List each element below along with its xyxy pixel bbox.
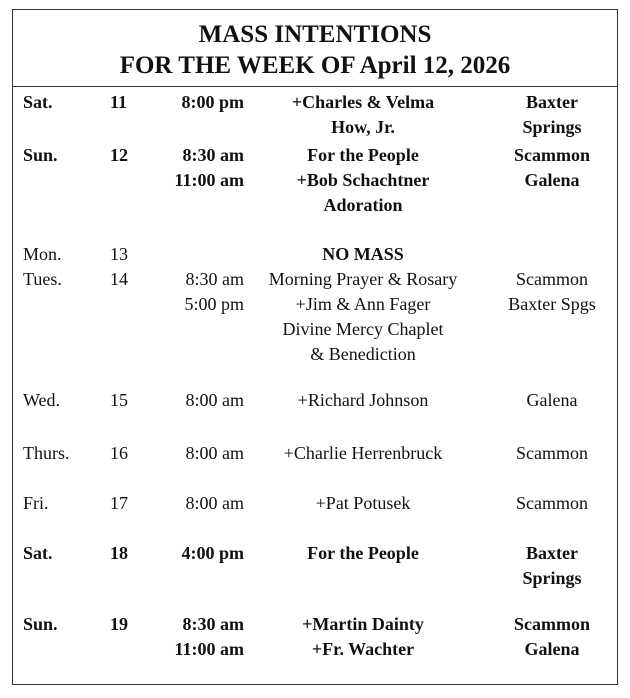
row-intentions <box>248 143 478 218</box>
row-locations <box>492 90 612 140</box>
row-intention: How, Jr. <box>331 117 395 137</box>
row-locations <box>492 388 612 413</box>
row-times <box>154 441 244 466</box>
row-locations <box>492 612 612 662</box>
row-date: 11 <box>110 92 128 112</box>
row-location: Galena <box>526 390 578 410</box>
row-day: Fri. <box>23 493 49 513</box>
row-time: 5:00 pm <box>184 294 244 314</box>
row-intention: & Benediction <box>310 344 416 364</box>
row-date: 13 <box>110 244 128 264</box>
row-intention: +Jim & Ann Fager <box>295 294 431 314</box>
row-time: 4:00 pm <box>181 543 244 563</box>
row-date: 12 <box>110 145 128 165</box>
row-intentions <box>248 491 478 516</box>
row-intentions <box>248 441 478 466</box>
row-time: 8:00 am <box>185 493 244 513</box>
row-day: Mon. <box>23 244 62 264</box>
row-times <box>154 388 244 413</box>
row-time: 8:30 am <box>182 145 244 165</box>
row-intention: +Charles & Velma <box>291 92 435 112</box>
row-locations <box>492 491 612 516</box>
row-locations <box>492 541 612 591</box>
row-intention: +Charlie Herrenbruck <box>283 443 443 463</box>
row-intentions <box>248 90 478 140</box>
row-intentions <box>248 242 478 267</box>
row-intention: +Martin Dainty <box>302 614 424 634</box>
row-locations <box>492 267 612 317</box>
row-date: 14 <box>110 269 128 289</box>
row-day: Sun. <box>23 614 58 634</box>
row-location: Galena <box>524 170 580 190</box>
row-location: Scammon <box>514 614 590 634</box>
row-date: 15 <box>110 390 128 410</box>
row-intentions <box>248 267 478 367</box>
row-intentions <box>248 388 478 413</box>
row-intention: +Fr. Wachter <box>311 639 415 659</box>
row-time: 8:00 pm <box>181 92 244 112</box>
row-location: Scammon <box>514 145 590 165</box>
row-times <box>154 143 244 193</box>
row-location: Scammon <box>516 443 588 463</box>
row-time: 11:00 am <box>174 170 244 190</box>
schedule-title <box>12 9 618 87</box>
row-day: Sat. <box>23 543 53 563</box>
row-time: 11:00 am <box>174 639 244 659</box>
row-date: 17 <box>110 493 128 513</box>
row-day: Tues. <box>23 269 62 289</box>
row-time: 8:30 am <box>185 269 244 289</box>
row-intention: +Pat Potusek <box>315 493 411 513</box>
row-location: Baxter <box>526 92 578 112</box>
row-intentions <box>248 612 478 662</box>
row-time: 8:30 am <box>182 614 244 634</box>
row-date: 19 <box>110 614 128 634</box>
row-date: 18 <box>110 543 128 563</box>
row-location: Baxter Spgs <box>508 294 596 314</box>
row-day: Sat. <box>23 92 53 112</box>
row-location: Springs <box>522 568 582 588</box>
row-intention: Divine Mercy Chaplet <box>282 319 444 339</box>
title-line-2: FOR THE WEEK OF April 12, 2026 <box>119 52 511 79</box>
row-intention: For the People <box>307 543 419 563</box>
row-day: Thurs. <box>23 443 70 463</box>
row-times <box>154 612 244 662</box>
row-location: Galena <box>524 639 580 659</box>
row-date: 16 <box>110 443 128 463</box>
row-day: Sun. <box>23 145 58 165</box>
row-intention: Morning Prayer & Rosary <box>268 269 458 289</box>
row-location: Scammon <box>516 493 588 513</box>
row-location: Springs <box>522 117 582 137</box>
row-times <box>154 541 244 566</box>
row-day: Wed. <box>23 390 61 410</box>
row-intention: +Richard Johnson <box>297 390 429 410</box>
row-intention: Adoration <box>323 195 403 215</box>
row-time: 8:00 am <box>185 390 244 410</box>
row-locations <box>492 441 612 466</box>
row-time: 8:00 am <box>185 443 244 463</box>
row-times <box>154 491 244 516</box>
row-times <box>154 267 244 317</box>
row-intentions <box>248 541 478 566</box>
row-location: Baxter <box>526 543 578 563</box>
row-intention: +Bob Schachtner <box>296 170 430 190</box>
title-line-1: MASS INTENTIONS <box>198 21 432 48</box>
row-intention: NO MASS <box>322 244 404 264</box>
row-intention: For the People <box>307 145 419 165</box>
row-times <box>154 90 244 115</box>
row-location: Scammon <box>516 269 588 289</box>
row-locations <box>492 143 612 193</box>
